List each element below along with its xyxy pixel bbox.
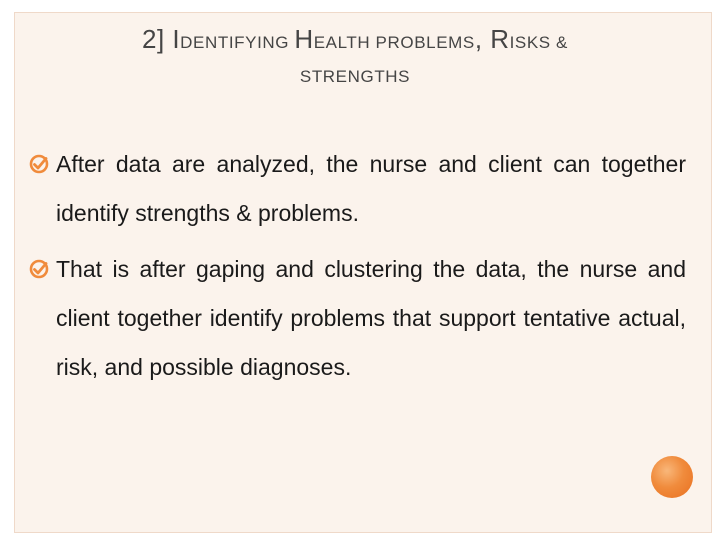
circle-check-icon — [29, 257, 51, 281]
title-seg-4: , R — [474, 24, 510, 54]
title-line-1 — [40, 22, 670, 60]
bullet-item — [56, 245, 686, 392]
bullet-item — [56, 140, 686, 238]
title-seg-3: EALTH PROBLEMS — [313, 33, 475, 52]
title-seg-0: 2] I — [142, 24, 181, 54]
bullet-list — [56, 140, 686, 399]
slide-title — [40, 22, 670, 94]
orange-orb-icon — [651, 456, 693, 498]
bullet-text: That is after gaping and clustering the data, the nurse and client together identify problems that support tentative actual, risk, and possible diagnoses. — [56, 256, 686, 380]
title-line-2: STRENGTHS — [299, 67, 411, 86]
bullet-text: After data are analyzed, the nurse and client can together identify strengths & problems. — [56, 151, 686, 226]
title-seg-5: ISKS & — [509, 33, 568, 52]
circle-check-icon — [29, 152, 51, 176]
title-seg-2: H — [294, 24, 314, 54]
title-seg-1: DENTIFYING — [180, 33, 295, 52]
